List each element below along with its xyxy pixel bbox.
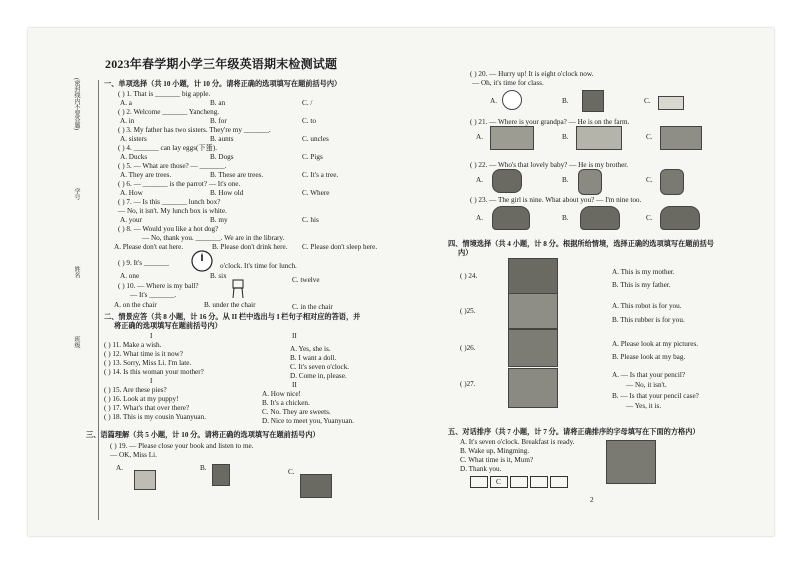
q19: ( ) 19. — Please close your book and listen to me. — [110, 442, 254, 450]
q9-a: A. one — [120, 272, 140, 280]
q3-c: C. uncles — [302, 135, 329, 143]
section1-title: 一、单项选择（共 10 小题，计 10 分。请将正确的选项填写在题前括号内） — [104, 80, 342, 88]
q27-b-reply: — Yes, it is. — [626, 402, 662, 410]
q9: ( ) 9. It's _______ — [118, 259, 170, 267]
q6: ( ) 6. — _______ is the parrot? — It's one. — [118, 180, 241, 188]
q20-c-picture — [658, 96, 684, 110]
q3-b: B. aunts — [210, 135, 234, 143]
q23: ( ) 23. — The girl is nine. What about you? — I'm nine too. — [470, 196, 642, 204]
binding-line — [98, 80, 99, 520]
q20-c: C. — [644, 97, 651, 105]
q25: ( )25. — [460, 307, 476, 315]
dialogue-line-c: C. What time is it, Mum? — [460, 456, 534, 464]
q7-line2: — No, it isn't. My lunch box is white. — [118, 207, 227, 215]
q8-line2: — No, thank you. _______. We are in the library. — [142, 234, 285, 242]
q8-c: C. Please don't sleep here. — [302, 243, 378, 251]
q25-b: B. This rubber is for you. — [612, 316, 685, 324]
q19-b-picture — [212, 464, 230, 486]
q8: ( ) 8. — Would you like a hot dog? — [118, 225, 219, 233]
clock-icon — [191, 250, 213, 272]
q21: ( ) 21. — Where is your grandpa? — He is on the farm. — [470, 118, 630, 126]
q1-a: A. a — [120, 99, 132, 107]
q17: ( ) 17. What's that over there? — [104, 404, 190, 412]
q22-a: A. — [476, 176, 483, 184]
q23-c-picture — [660, 206, 700, 230]
q22-b-picture — [578, 169, 602, 195]
q1-b: B. an — [210, 99, 226, 107]
q10-line2: — It's _______. — [130, 291, 177, 299]
q21-a-picture — [490, 126, 534, 150]
dialogue-picture — [606, 440, 656, 484]
q20-line2: — Oh, it's time for class. — [472, 79, 544, 87]
q27-picture — [508, 368, 558, 408]
order-box-3[interactable] — [510, 476, 528, 488]
side-name: 姓名 — [73, 266, 79, 278]
q22-c-picture — [660, 169, 684, 195]
q2: ( ) 2. Welcome _______ Yancheng. — [118, 108, 220, 116]
q20-a: A. — [490, 97, 497, 105]
q2-a: A. in — [120, 117, 135, 125]
order-box-2-value: C — [496, 478, 501, 486]
q11-18-option-A: A. Yes, she is. — [290, 345, 331, 353]
q7: ( ) 7. — Is this _______ lunch box? — [118, 198, 221, 206]
page-number: 2 — [590, 496, 594, 504]
column-I-header-2: I — [150, 377, 153, 385]
q26-picture — [508, 329, 558, 367]
side-class: 班级 — [73, 336, 79, 348]
q4-c: C. Pigs — [302, 153, 323, 161]
q24-picture — [508, 258, 558, 294]
q9-b: B. six — [210, 272, 227, 280]
q23-c: C. — [646, 214, 653, 222]
dialogue-line-a: A. It's seven o'clock. Breakfast is ready. — [460, 438, 575, 446]
q6-b: B. How old — [210, 189, 244, 197]
q5: ( ) 5. — What are those? — _______. — [118, 162, 227, 170]
q19-b: B. — [200, 464, 207, 472]
q15-18-option-A: A. How nice! — [262, 390, 301, 398]
section3-title: 三、语篇理解（共 5 小题，计 10 分。请将正确的选项填写在题前括号内） — [86, 431, 320, 439]
q3-a: A. sisters — [120, 135, 147, 143]
q8-b: B. Please don't drink here. — [212, 243, 288, 251]
dialogue-line-d: D. Thank you. — [460, 465, 502, 473]
q11-18-option-C: C. It's seven o'clock. — [290, 363, 350, 371]
q11-18-option-B: B. I want a doll. — [290, 354, 337, 362]
q25-a: A. This robot is for you. — [612, 302, 682, 310]
section2-title-2: 将正确的选项填写在题前括号内） — [114, 322, 222, 330]
q5-a: A. They are trees. — [120, 171, 172, 179]
q6-c: C. Where — [302, 189, 330, 197]
column-II-header-2: II — [292, 381, 297, 389]
q13: ( ) 13. Sorry, Miss Li. I'm late. — [104, 359, 192, 367]
q15: ( ) 15. Are these pies? — [104, 386, 167, 394]
q21-b-picture — [576, 126, 622, 150]
q19-a-picture — [134, 470, 156, 490]
q22-c: C. — [646, 176, 653, 184]
q20-b-picture — [582, 90, 604, 112]
section4-title-2: 内） — [458, 249, 473, 257]
q20: ( ) 20. — Hurry up! It is eight o'clock now. — [470, 70, 594, 78]
side-note: (密封线内不要答题) — [73, 78, 79, 130]
order-box-5[interactable] — [550, 476, 568, 488]
order-box-1[interactable] — [470, 476, 488, 488]
side-number: 学号 — [73, 188, 79, 200]
q24-b: B. This is my father. — [612, 281, 671, 289]
q25-picture — [508, 293, 558, 329]
page-title: 2023年春学期小学三年级英语期末检测试题 — [105, 57, 338, 71]
q5-b: B. These are trees. — [210, 171, 264, 179]
q9-c: C. twelve — [292, 276, 320, 284]
q4: ( ) 4. _______ can lay eggs(下蛋). — [118, 144, 218, 152]
q26: ( )26. — [460, 344, 476, 352]
q15-18-option-B: B. It's a chicken. — [262, 399, 310, 407]
q10-a: A. on the chair — [114, 301, 157, 309]
q6-a: A. How — [120, 189, 143, 197]
q23-a-picture — [492, 206, 530, 230]
q7-b: B. my — [210, 216, 228, 224]
column-I-header: I — [150, 332, 153, 340]
q19-c: C. — [288, 468, 295, 476]
q7-c: C. his — [302, 216, 319, 224]
q10-b: B. under the chair — [204, 301, 256, 309]
q3: ( ) 3. My father has two sisters. They're my _______. — [118, 126, 271, 134]
q21-a: A. — [476, 133, 483, 141]
q16: ( ) 16. Look at my puppy! — [104, 395, 179, 403]
q1: ( ) 1. That is _______ big apple. — [118, 90, 211, 98]
q19-c-picture — [300, 474, 332, 498]
q19-line2: — OK, Miss Li. — [110, 451, 157, 459]
q5-c: C. It's a tree. — [302, 171, 339, 179]
q22-a-picture — [492, 169, 522, 193]
order-box-4[interactable] — [530, 476, 548, 488]
q4-b: B. Dogs — [210, 153, 234, 161]
column-II-header: II — [292, 332, 297, 340]
dialogue-line-b: B. Wake up, Mingming. — [460, 447, 530, 455]
q27-a: A. — Is that your pencil? — [612, 371, 686, 379]
section5-title: 五、对话排序（共 7 小题，计 7 分。请将正确排序的字母填写在下面的方格内） — [448, 428, 700, 436]
q22: ( ) 22. — Who's that lovely baby? — He is my brother. — [470, 161, 629, 169]
q11: ( ) 11. Make a wish. — [104, 341, 162, 349]
q20-a-picture — [502, 90, 522, 110]
q26-a: A. Please look at my pictures. — [612, 340, 699, 348]
q24-a: A. This is my mother. — [612, 268, 675, 276]
q22-b: B. — [562, 176, 569, 184]
q26-b: B. Please look at my bag. — [612, 353, 686, 361]
section2-title: 二、情景应答（共 8 小题，计 16 分。从 II 栏中选出与 I 栏句子相对应的答语，并 — [104, 313, 361, 321]
q9-line2: o'clock. It's time for lunch. — [220, 262, 297, 270]
q2-b: B. for — [210, 117, 227, 125]
q21-c: C. — [646, 133, 653, 141]
q12: ( ) 12. What time is it now? — [104, 350, 183, 358]
q14: ( ) 14. Is this woman your mother? — [104, 368, 204, 376]
q19-a: A. — [116, 464, 123, 472]
q23-b-picture — [580, 206, 620, 230]
q24: ( ) 24. — [460, 272, 478, 280]
order-box-2[interactable] — [490, 476, 508, 488]
q1-c: C. / — [302, 99, 313, 107]
section4-title: 四、情境选择（共 4 小题，计 8 分。根据所给情境，选择正确的选项填写在题前括号 — [448, 240, 714, 248]
q21-b: B. — [562, 133, 569, 141]
q10: ( ) 10. — Where is my ball? — [118, 282, 199, 290]
q11-18-option-D: D. Come in, please. — [290, 372, 347, 380]
q23-b: B. — [562, 214, 569, 222]
chair-icon — [231, 279, 245, 299]
q2-c: C. to — [302, 117, 316, 125]
q27-a-reply: — No, it isn't. — [626, 381, 667, 389]
q21-c-picture — [660, 126, 702, 150]
q10-c: C. in the chair — [292, 303, 333, 311]
q27-b: B. — Is that your pencil case? — [612, 392, 699, 400]
q23-a: A. — [476, 214, 483, 222]
q8-a: A. Please don't eat here. — [114, 243, 184, 251]
q27: ( )27. — [460, 380, 476, 388]
q15-18-option-C: C. No. They are sweets. — [262, 408, 331, 416]
q7-a: A. your — [120, 216, 142, 224]
q20-b: B. — [562, 97, 569, 105]
q15-18-option-D: D. Nice to meet you, Yuanyuan. — [262, 417, 354, 425]
q4-a: A. Ducks — [120, 153, 148, 161]
q18: ( ) 18. This is my cousin Yuanyuan. — [104, 413, 207, 421]
